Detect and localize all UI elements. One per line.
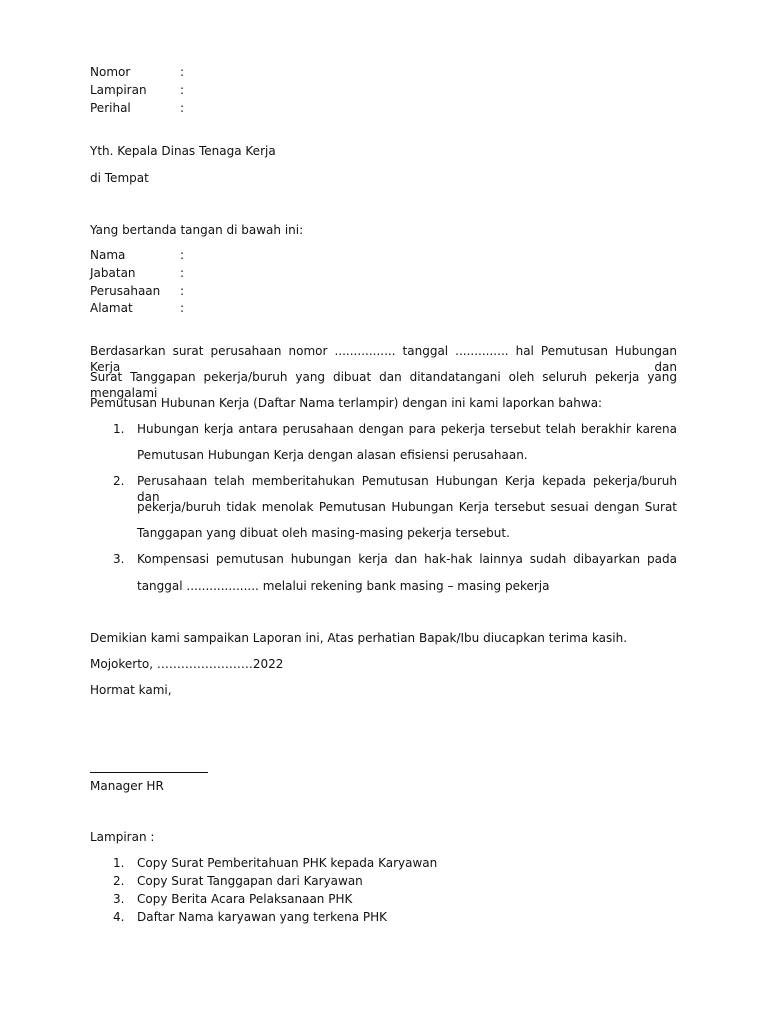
field-label-nomor: Nomor (90, 65, 131, 79)
point-2-line-2: pekerja/buruh tidak menolak Pemutusan Hubungan Kerja tersebut sesuai dengan Surat (137, 500, 677, 514)
attachment-number-1: 1. (113, 856, 125, 870)
field-colon-perihal: : (180, 101, 185, 115)
field-colon-nama: : (180, 248, 185, 262)
closing-statement: Demikian kami sampaikan Laporan ini, Atas perhatian Bapak/Ibu diucapkan terima kasih. (90, 631, 628, 645)
attachment-number-4: 4. (113, 910, 125, 924)
signer-intro: Yang bertanda tangan di bawah ini: (90, 223, 304, 237)
point-number-3: 3. (113, 552, 125, 566)
attachments-heading: Lampiran : (90, 830, 155, 844)
body-paragraph-line-1: Berdasarkan surat perusahaan nomor ................ tanggal .............. hal Pemutusan Hubungan Kerja dan (90, 344, 677, 374)
signatory-title: Manager HR (90, 779, 164, 793)
attachment-item-1: Copy Surat Pemberitahuan PHK kepada Karyawan (137, 856, 438, 870)
field-label-nama: Nama (90, 248, 126, 262)
field-colon-perusahaan: : (180, 284, 185, 298)
recipient-line: Yth. Kepala Dinas Tenaga Kerja (90, 144, 276, 158)
field-label-alamat: Alamat (90, 301, 133, 315)
recipient-place: di Tempat (90, 171, 149, 185)
attachment-item-4: Daftar Nama karyawan yang terkena PHK (137, 910, 387, 924)
point-2-line-1: Perusahaan telah memberitahukan Pemutusan Hubungan Kerja kepada pekerja/buruh dan (137, 474, 677, 504)
point-3-line-2: tanggal ................... melalui rekening bank masing – masing pekerja (137, 579, 550, 593)
attachment-number-2: 2. (113, 874, 125, 888)
body-paragraph-line-2: Surat Tanggapan pekerja/buruh yang dibuat dan ditandatangani oleh seluruh pekerja yang mengalami (90, 370, 677, 400)
place-date: Mojokerto, ……………………2022 (90, 657, 284, 671)
point-number-1: 1. (113, 422, 125, 436)
field-label-lampiran: Lampiran (90, 83, 147, 97)
point-number-2: 2. (113, 474, 125, 488)
field-label-jabatan: Jabatan (90, 266, 136, 280)
point-1-line-1: Hubungan kerja antara perusahaan dengan para pekerja tersebut telah berakhir karena (137, 422, 677, 436)
field-label-perihal: Perihal (90, 101, 131, 115)
field-colon-jabatan: : (180, 266, 185, 280)
field-colon-lampiran: : (180, 83, 185, 97)
point-3-line-1: Kompensasi pemutusan hubungan kerja dan hak-hak lainnya sudah dibayarkan pada (137, 552, 677, 566)
point-1-line-2: Pemutusan Hubungan Kerja dengan alasan efisiensi perusahaan. (137, 448, 528, 462)
signature-line (90, 772, 208, 773)
point-2-line-3: Tanggapan yang dibuat oleh masing-masing pekerja tersebut. (137, 526, 510, 540)
regards: Hormat kami, (90, 683, 172, 697)
field-colon-nomor: : (180, 65, 185, 79)
attachment-number-3: 3. (113, 892, 125, 906)
field-colon-alamat: : (180, 301, 185, 315)
attachment-item-2: Copy Surat Tanggapan dari Karyawan (137, 874, 363, 888)
attachment-item-3: Copy Berita Acara Pelaksanaan PHK (137, 892, 353, 906)
field-label-perusahaan: Perusahaan (90, 284, 161, 298)
body-paragraph-line-3: Pemutusan Hubunan Kerja (Daftar Nama terlampir) dengan ini kami laporkan bahwa: (90, 396, 603, 410)
